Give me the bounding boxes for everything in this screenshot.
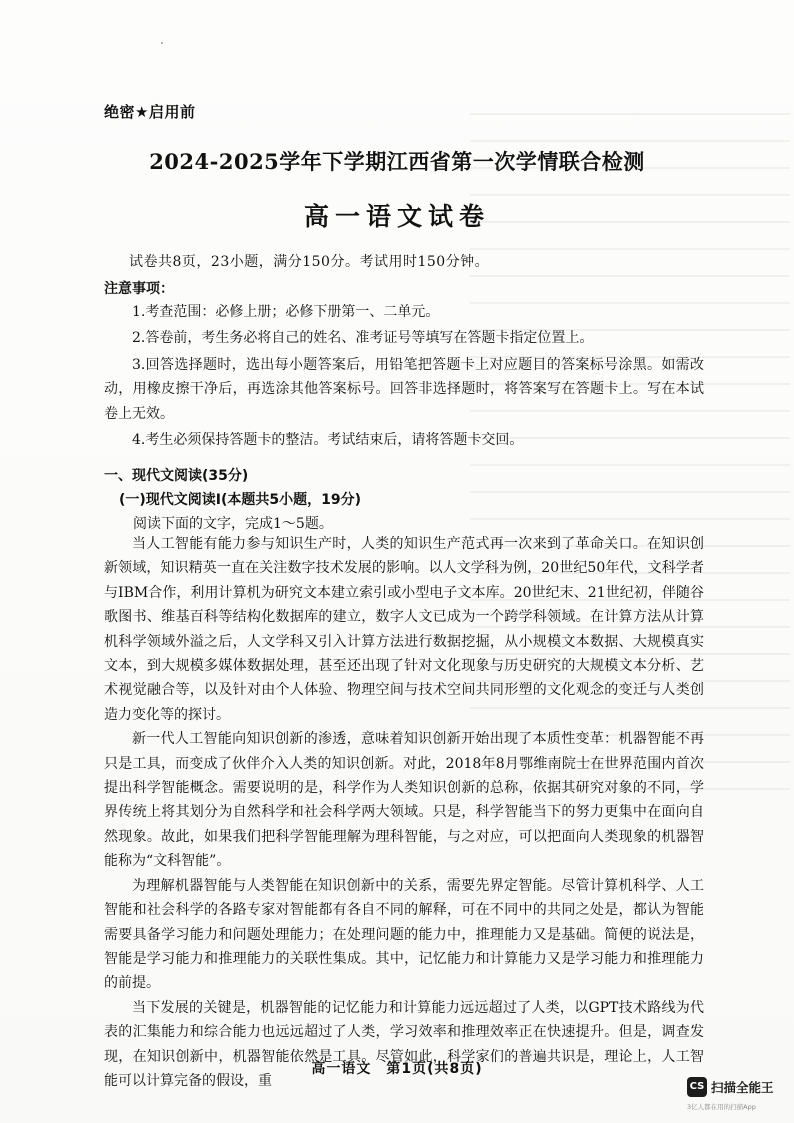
subsection-heading: (一)现代文阅读Ⅰ(本题共5小题，19分) bbox=[119, 492, 362, 508]
passage-paragraph: 为理解机器智能与人类智能在知识创新中的关系，需要先界定智能。尽管计算机科学、人工智能和社会科学的各路专家对智能都有各自不同的解释，可在不同中的共同之处是，都认为智能需要具备学习能力和问题处理能力；在处理问题的能力中，推理能力又是基础。简便的说法是，智能是学习能力和推理能力的关联性集成。其中，记忆能力和计算能力又是学习能力和推理能力的前提。 bbox=[104, 877, 704, 992]
notice-item: 3.回答选择题时，选出每小题答案后，用铅笔把答题卡上对应题目的答案标号涂黑。如需改动，用橡皮擦干净后，再选涂其他答案标号。回答非选择题时，将答案写在答题卡上。写在本试卷上无效。 bbox=[104, 356, 704, 422]
exam-subtitle: 高一语文试卷 bbox=[303, 202, 490, 231]
exam-title: 2024-2025学年下学期江西省第一次学情联合检测 bbox=[149, 149, 645, 174]
camscanner-logo-icon: CS bbox=[687, 1077, 707, 1097]
section-heading: 一、现代文阅读(35分) bbox=[104, 468, 249, 484]
reading-passage bbox=[104, 532, 704, 1093]
scan-speck bbox=[161, 42, 163, 44]
reading-instruction: 阅读下面的文字，完成1～5题。 bbox=[133, 516, 333, 532]
passage-paragraph: 当人工智能有能力参与知识生产时，人类的知识生产范式再一次来到了革命关口。在知识创新领域，知识精英一直在关注数字技术发展的影响。以人文学科为例，20世纪50年代，文科学者与IBM合作，利用计算机为研究文本建立索引或小型电子文本库。20世纪末、21世纪初，伴随谷歌图书、维基百科等结构化数据库的建立，数字人文已成为一个跨学科领域。在计算方法从计算机科学领域外溢之后，人文学科又引入计算方法进行数据挖掘，从小规模文本数据、大规模真实文本，到大规模多媒体数据处理，甚至还出现了针对文化现象与历史研究的大规模文本分析、艺术视觉融合等，以及针对由个人体验、物理空间与技术空间共同形塑的文化观念的变迁与人类创造力变化等的探讨。 bbox=[104, 536, 704, 723]
passage-paragraph: 新一代人工智能向知识创新的渗透，意味着知识创新开始出现了本质性变革：机器智能不再只是工具，而变成了伙伴介入人类的知识创新。对此，2018年8月鄂维南院士在世界范围内首次提出科学智能概念。需要说明的是，科学作为人类知识创新的总称，依据其研究对象的不同，学界传统上将其划分为自然科学和社会科学两大领域。只是，科学智能当下的努力更集中在面向自然现象。故此，如果我们把科学智能理解为理科智能，与之对应，可以把面向人类现象的机器智能称为“文科智能”。 bbox=[104, 731, 704, 870]
confidential-label: 绝密★启用前 bbox=[104, 103, 196, 121]
notice-list bbox=[104, 300, 704, 452]
watermark-tagline: 3亿人都在用的扫描App bbox=[687, 1103, 756, 1111]
page-footer: 高一语文 第1页(共8页) bbox=[311, 1061, 483, 1077]
watermark-app-name: 扫描全能王 bbox=[711, 1080, 774, 1095]
notice-heading: 注意事项： bbox=[104, 281, 174, 297]
exam-info: 试卷共8页，23小题，满分150分。考试用时150分钟。 bbox=[129, 254, 490, 270]
notice-item: 2.答卷前，考生务必将自己的姓名、准考证号等填写在答题卡指定位置上。 bbox=[132, 330, 594, 347]
passage-paragraph: 当下发展的关键是，机器智能的记忆能力和计算能力远远超过了人类，以GPT技术路线为代表的汇集能力和综合能力也远远超过了人类，学习效率和推理效率正在快速提升。但是，调查发现，在知识创新中，机器智能依然是工具。尽管如此，科学家们的普遍共识是，理论上，人工智能可以计算完备的假设，重 bbox=[104, 999, 704, 1089]
notice-item: 1.考查范围：必修上册；必修下册第一、二单元。 bbox=[132, 304, 440, 320]
scanner-watermark bbox=[687, 1077, 787, 1117]
notice-item: 4.考生必须保持答题卡的整洁。考试结束后，请将答题卡交回。 bbox=[132, 432, 524, 449]
